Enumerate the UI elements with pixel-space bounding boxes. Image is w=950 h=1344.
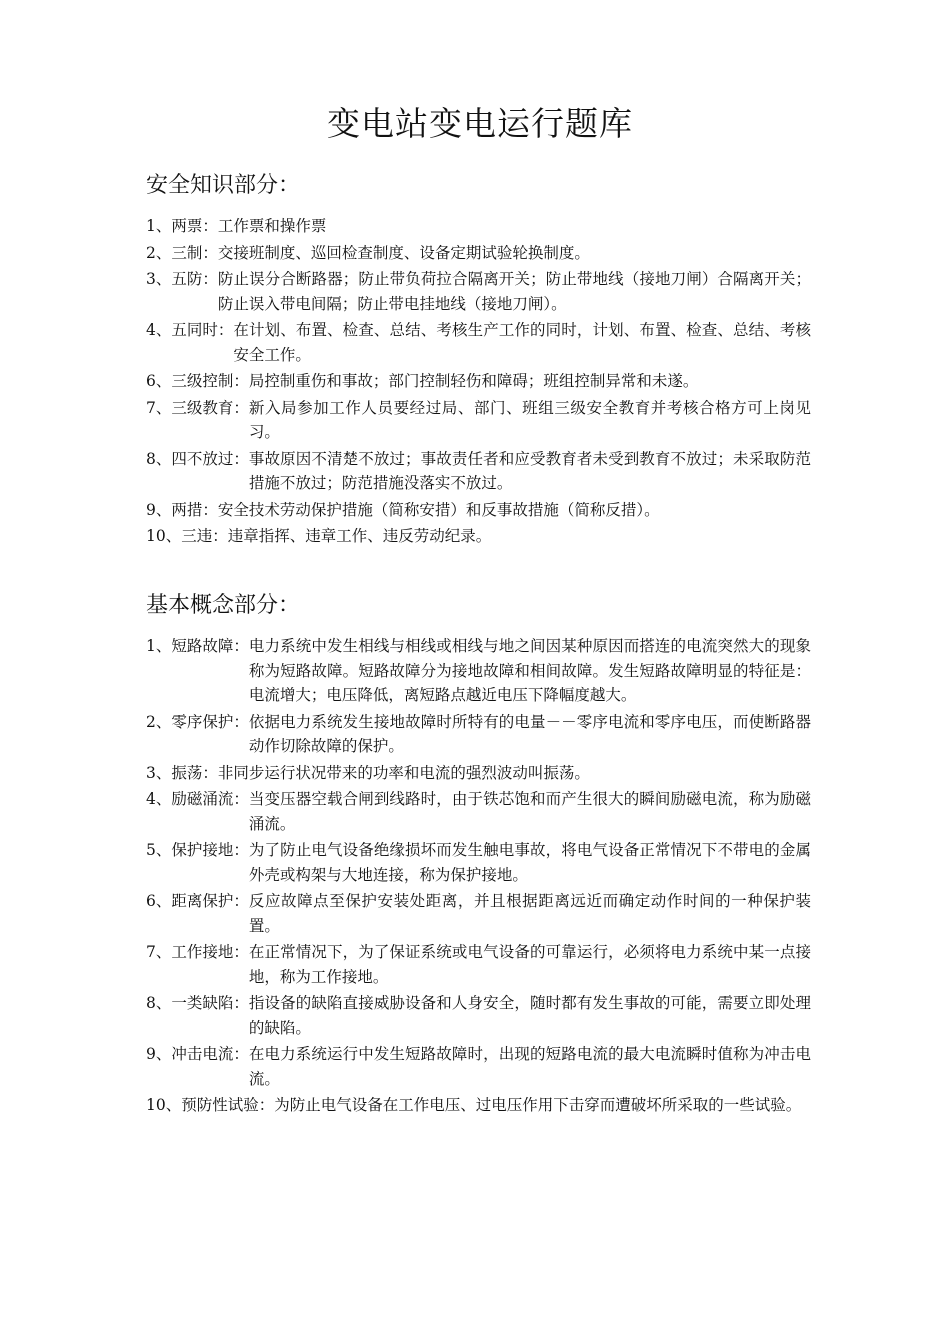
item-term: 8、四不放过： <box>146 449 249 468</box>
item-definition: 违章指挥、违章工作、违反劳动纪录。 <box>227 527 492 545</box>
item-term: 8、一类缺陷： <box>146 994 249 1012</box>
list-item <box>146 214 811 239</box>
item-definition: 电力系统中发生相线与相线或相线与地之间因某种原因而搭连的电流突然大的现象称为短路故障。短路故障分为接地故障和相间故障。发生短路故障明显的特征是：电流增大；电压降低，离短路点越近电压下降幅度越大。 <box>248 637 811 704</box>
item-definition: 在正常情况下，为了保证系统或电气设备的可靠运行，必须将电力系统中某一点接地，称为工作接地。 <box>248 943 811 986</box>
list-item <box>146 634 811 708</box>
item-term: 6、三级控制： <box>146 372 249 390</box>
section-heading: 基本概念部分： <box>146 593 301 618</box>
list-item <box>146 498 811 523</box>
item-definition: 局控制重伤和事故；部门控制轻伤和障碍；班组控制异常和未遂。 <box>248 372 699 390</box>
section-heading: 安全知识部分： <box>146 173 301 198</box>
item-term: 9、两措： <box>146 500 218 519</box>
item-definition: 为防止电气设备在工作电压、过电压作用下击穿而遭破坏所采取的一些试验。 <box>274 1096 802 1114</box>
list-item <box>146 267 811 316</box>
item-definition: 新入局参加工作人员要经过局、部门、班组三级安全教育并考核合格方可上岗见习。 <box>248 398 811 441</box>
document-title: 变电站变电运行题库 <box>327 104 633 143</box>
item-term: 10、预防性试验： <box>146 1096 275 1114</box>
list-item <box>146 787 811 836</box>
list-item <box>146 241 811 266</box>
list-item <box>146 447 811 496</box>
item-term: 1、短路故障： <box>146 637 249 655</box>
item-term: 3、五防： <box>146 270 218 288</box>
item-definition: 事故原因不清楚不放过；事故责任者和应受教育者未受到教育不放过；未采取防范措施不放过；防范措施没落实不放过。 <box>248 449 811 492</box>
list-item <box>146 524 811 549</box>
item-term: 2、零序保护： <box>146 712 249 731</box>
list-item <box>146 991 811 1040</box>
item-term: 3、振荡： <box>146 763 218 782</box>
list-item <box>146 396 811 445</box>
item-term: 6、距离保护： <box>146 892 249 910</box>
section-basic-concepts <box>146 590 811 1120</box>
list-item <box>146 1093 811 1118</box>
entry-list <box>146 634 811 1118</box>
list-item <box>146 940 811 989</box>
item-definition: 依据电力系统发生接地故障时所特有的电量－－零序电流和零序电压，而使断路器动作切除故障的保护。 <box>248 712 811 755</box>
entry-list <box>146 214 811 549</box>
list-item <box>146 710 811 759</box>
item-term: 2、三制： <box>146 243 218 262</box>
item-definition: 防止误分合断路器；防止带负荷拉合隔离开关；防止带地线（接地刀闸）合隔离开关；防止误入带电间隔；防止带电挂地线（接地刀闸）。 <box>217 270 811 313</box>
list-item <box>146 1042 811 1091</box>
list-item <box>146 838 811 887</box>
item-term: 1、两票： <box>146 217 218 235</box>
item-definition: 为了防止电气设备绝缘损坏而发生触电事故，将电气设备正常情况下不带电的金属外壳或构架与大地连接，称为保护接地。 <box>248 841 811 884</box>
list-item <box>146 761 811 786</box>
item-definition: 指设备的缺陷直接威胁设备和人身安全，随时都有发生事故的可能，需要立即处理的缺陷。 <box>248 994 811 1037</box>
item-term: 7、三级教育： <box>146 398 249 417</box>
item-term: 7、工作接地： <box>146 943 249 961</box>
item-term: 5、保护接地： <box>146 841 249 859</box>
item-definition: 在电力系统运行中发生短路故障时，出现的短路电流的最大电流瞬时值称为冲击电流。 <box>248 1045 811 1088</box>
list-item <box>146 318 811 367</box>
item-definition: 安全技术劳动保护措施（简称安措）和反事故措施（简称反措）。 <box>217 500 660 519</box>
item-definition: 非同步运行状况带来的功率和电流的强烈波动叫振荡。 <box>217 763 590 782</box>
item-term: 9、冲击电流： <box>146 1045 249 1063</box>
item-definition: 在计划、布置、检查、总结、考核生产工作的同时，计划、布置、检查、总结、考核安全工作。 <box>233 321 811 364</box>
item-term: 10、三违： <box>146 527 228 545</box>
item-definition: 反应故障点至保护安装处距离，并且根据距离远近而确定动作时间的一种保护装置。 <box>248 892 811 935</box>
section-safety-knowledge <box>146 170 811 551</box>
item-definition: 当变压器空载合闸到线路时，由于铁芯饱和而产生很大的瞬间励磁电流，称为励磁涌流。 <box>248 790 811 833</box>
item-definition: 交接班制度、巡回检查制度、设备定期试验轮换制度。 <box>217 243 590 262</box>
list-item <box>146 889 811 938</box>
item-term: 4、五同时： <box>146 321 234 339</box>
item-term: 4、励磁涌流： <box>146 790 249 808</box>
item-definition: 工作票和操作票 <box>217 217 327 235</box>
list-item <box>146 369 811 394</box>
